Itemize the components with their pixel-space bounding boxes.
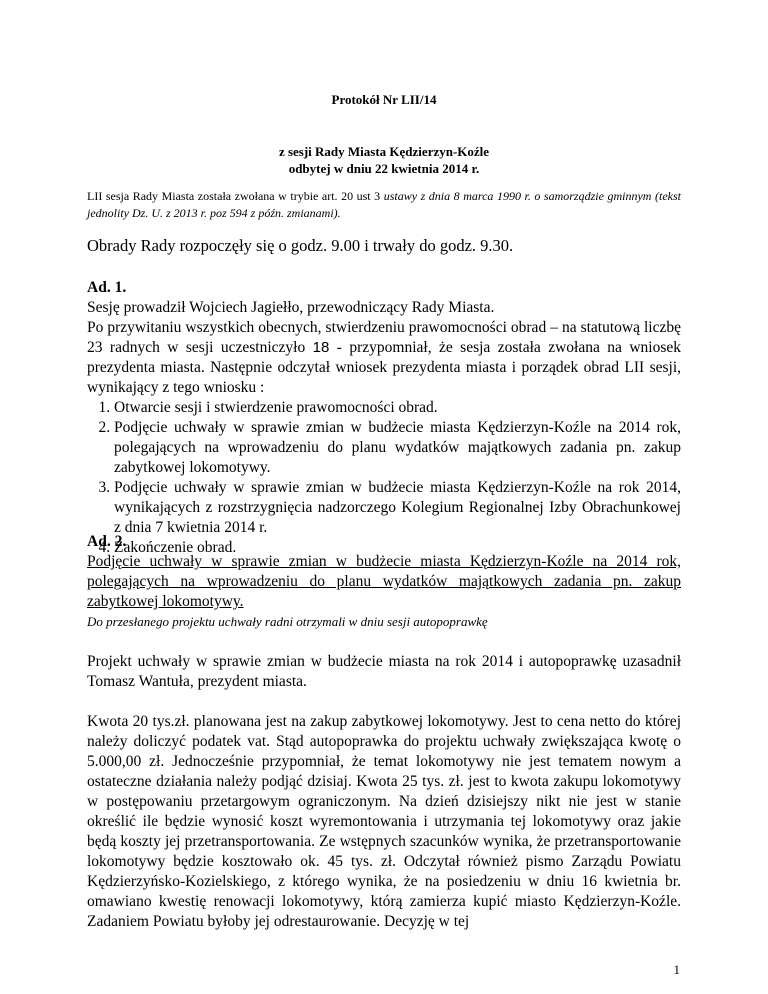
ad1-quorum-text: Po przywitaniu wszystkich obecnych, stwierdzeniu prawomocności obrad – na statutową liczbę 23 radnych w sesji uczestniczyło (87, 319, 681, 356)
ad2-note: Do przesłanego projektu uchwały radni otrzymali w dniu sesji autopoprawkę (87, 614, 488, 629)
ad1-quorum-text-rest: - przypomniał, że sesja została zwołana na wniosek prezydenta miasta. Następnie odczytał wniosek prezydenta miasta i porządek obrad LII sesji, wynikający z tego wniosku : (87, 339, 681, 396)
ad1-attendance-count: 18 (312, 339, 330, 356)
legal-basis-paragraph (87, 188, 681, 222)
session-subtitle (87, 143, 681, 177)
ad2-justification-paragraph: Projekt uchwały w sprawie zmian w budżecie miasta na rok 2014 i autopoprawkę uzasadnił Tomasz Wantuła, prezydent miasta. (87, 653, 681, 690)
ad2-discussion-paragraph: Kwota 20 tys.zł. planowana jest na zakup zabytkowej lokomotywy. Jest to cena netto do której należy doliczyć podatek vat. Stąd autopoprawka do projektu uchwały zwiększająca kwotę o 5.000,00 zł. Jednocześnie przypomniał, że temat lokomotywy nie jest tematem nowym a ostateczne działania należy podjąć dzisiaj. Kwota 25 tys. zł. jest to kwota zakupu lokomotywy w postępowaniu przetargowym ograniczonym. Na dzień dzisiejszy nikt nie jest w stanie określić ile będzie wynosić koszt wyremontowania i utrzymania tej lokomotywy oraz jakie będą koszty jej przetransportowania. Ze wstępnych szacunków wynika, że przetransportowanie lokomotywy będzie kosztowało ok. 45 tys. zł. Odczytał również pismo Zarządu Powiatu Kędzierzyńsko-Kozielskiego, z którego wynika, że na posiedzeniu w dniu 16 kwietnia br. omawiano kwestię renowacji lokomotywy, którą zamierza kupić miasto Kędzierzyn-Koźle. Zadaniem Powiatu byłoby jej odrestaurowanie. Decyzję w tej (87, 713, 681, 930)
agenda-item: 4. Zakończenie obrad. (114, 538, 681, 558)
ad2-section (87, 532, 681, 932)
opening-time-paragraph: Obrady Rady rozpoczęły się o godz. 9.00 i trwały do godz. 9.30. (87, 236, 514, 255)
legal-basis-italic: ustawy z dnia 8 marca 1990 r. o samorządzie gminnym (tekst jednolity Dz. U. z 2013 r. poz 594 z późn. zmianami). (87, 189, 681, 220)
page-number: 1 (673, 962, 680, 977)
agenda-item: 3. Podjęcie uchwały w sprawie zmian w budżecie miasta Kędzierzyn-Koźle na rok 2014, wynikających z rozstrzygnięcia nadzorczego Kolegium Regionalnej Izby Obrachunkowej z dnia 7 kwietnia 2014 r. (114, 478, 681, 538)
subtitle-line-1: z sesji Rady Miasta Kędzierzyn-Koźle (278, 144, 490, 159)
ad2-subject: Podjęcie uchwały w sprawie zmian w budżecie miasta Kędzierzyn-Koźle na 2014 rok, polegających na wprowadzeniu do planu wydatków majątkowych zadania pn. zakup zabytkowej lokomotywy. (87, 553, 681, 610)
ad1-chairman-paragraph: Sesję prowadził Wojciech Jagiełło, przewodniczący Rady Miasta. (87, 299, 495, 316)
ad1-heading: Ad. 1. (87, 279, 127, 296)
ad2-heading: Ad. 2. (87, 533, 127, 550)
legal-basis-plain: LII sesja Rady Miasta została zwołana w trybie art. 20 ust 3 (87, 189, 384, 203)
agenda-item: 2. Podjęcie uchwały w sprawie zmian w budżecie miasta Kędzierzyn-Koźle na 2014 rok, polegających na wprowadzeniu do planu wydatków majątkowych zadania pn. zakup zabytkowej lokomotywy. (114, 418, 681, 478)
agenda-item: 1. Otwarcie sesji i stwierdzenie prawomocności obrad. (114, 398, 681, 418)
ad1-section (87, 278, 681, 558)
ad1-quorum-paragraph (87, 318, 681, 398)
protocol-title: Protokół Nr LII/14 (331, 92, 437, 107)
subtitle-line-2: odbytej w dniu 22 kwietnia 2014 r. (288, 161, 480, 176)
